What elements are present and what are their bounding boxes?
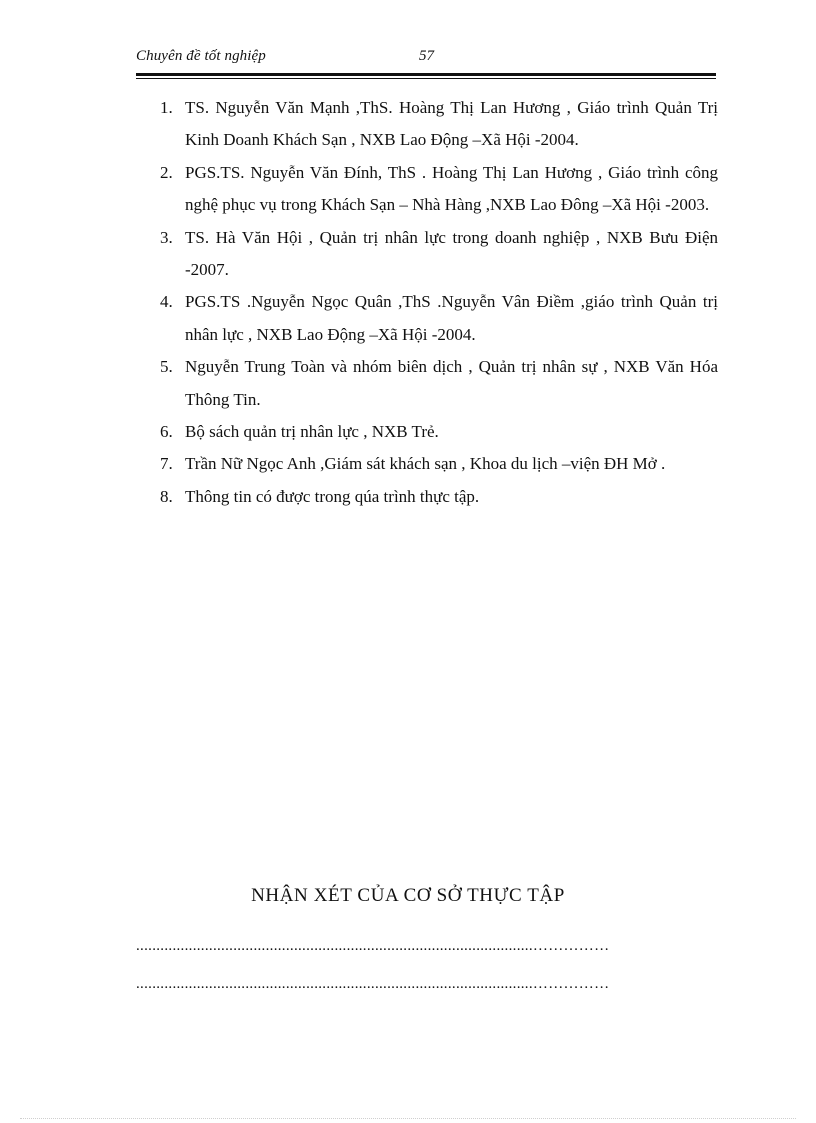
reference-number: 6. — [160, 422, 173, 442]
header-rule-thick — [136, 73, 716, 76]
header-title: Chuyên đề tốt nghiệp — [136, 48, 266, 64]
reference-text: Trần Nữ Ngọc Anh ,Giám sát khách sạn , Khoa du lịch –viện ĐH Mở . — [185, 454, 666, 474]
reference-item — [160, 351, 718, 416]
reference-number: 1. — [160, 98, 173, 117]
reference-number: 8. — [160, 486, 173, 506]
reference-number: 5. — [160, 357, 173, 377]
reference-text: PGS.TS .Nguyễn Ngọc Quân ,ThS .Nguyễn Vân Điềm ,giáo trình Quản trị nhân lực , NXB Lao Động –Xã Hội -2004. — [185, 292, 718, 344]
reference-text: TS. Hà Văn Hội , Quản trị nhân lực trong doanh nghiệp , NXB Bưu Điện -2007. — [185, 227, 718, 280]
reference-list — [160, 92, 718, 513]
reference-number: 2. — [160, 162, 173, 182]
reference-text: Thông tin có được trong qúa trình thực tập. — [185, 486, 480, 506]
page-bottom-border — [20, 1118, 796, 1119]
reference-item — [160, 448, 718, 480]
reference-item — [160, 481, 718, 513]
reference-item — [160, 222, 718, 287]
reference-item — [160, 157, 718, 222]
reference-number: 4. — [160, 292, 173, 312]
reference-number: 7. — [160, 454, 173, 474]
reference-item — [160, 286, 718, 351]
evaluation-dotted-line: ..................................................................................................…………… — [136, 976, 610, 992]
reference-item — [160, 92, 718, 157]
reference-item — [160, 416, 718, 448]
evaluation-heading: NHẬN XÉT CỦA CƠ SỞ THỰC TẬP — [251, 885, 565, 906]
reference-text: Nguyễn Trung Toàn và nhóm biên dịch , Quản trị nhân sự , NXB Văn Hóa Thông Tin. — [185, 357, 718, 409]
header-rule-thin — [136, 78, 716, 79]
reference-text: TS. Nguyễn Văn Mạnh ,ThS. Hoàng Thị Lan Hương , Giáo trình Quản Trị Kinh Doanh Khách Sạn , NXB Lao Động –Xã Hội -2004. — [185, 98, 718, 150]
reference-text: PGS.TS. Nguyễn Văn Đính, ThS . Hoàng Thị Lan Hương , Giáo trình công nghệ phục vụ trong Khách Sạn – Nhà Hàng ,NXB Lao Đông –Xã Hội -2003. — [185, 162, 718, 215]
evaluation-dotted-line: ..................................................................................................…………… — [136, 938, 610, 954]
page-header — [136, 48, 716, 70]
page-number: 57 — [419, 48, 434, 64]
reference-number: 3. — [160, 227, 173, 247]
reference-text: Bộ sách quản trị nhân lực , NXB Trẻ. — [185, 422, 439, 442]
